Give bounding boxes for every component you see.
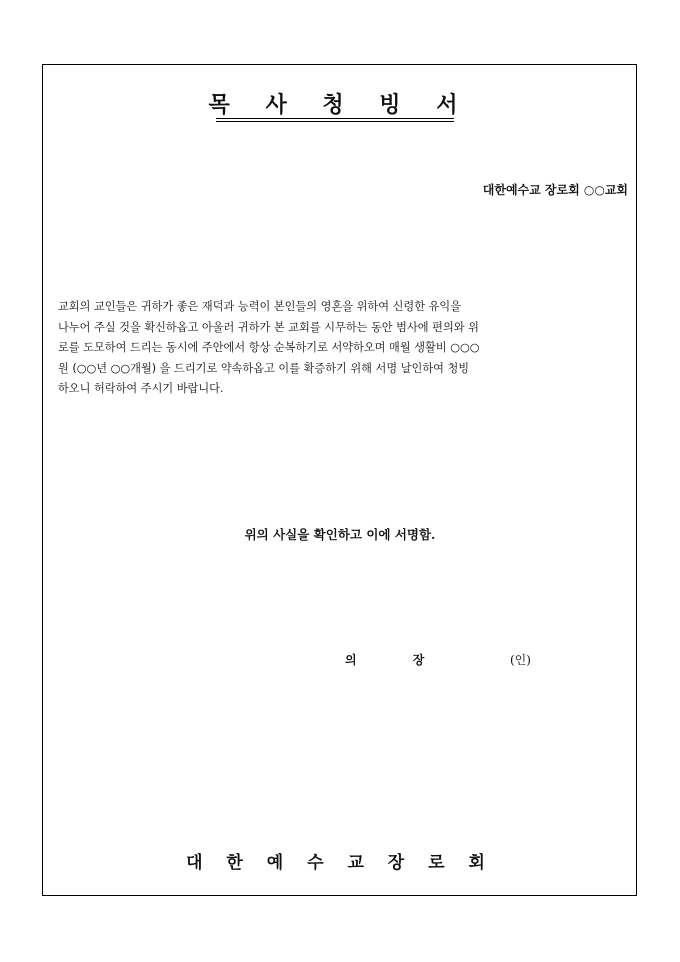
- chairman-label: 의 장: [345, 653, 451, 667]
- church-name: 대한예수교 장로회 ○○교회: [482, 183, 628, 197]
- title-underline-bottom: [216, 121, 454, 122]
- body-line: 하오니 허락하여 주시기 바랍니다.: [58, 382, 224, 395]
- body-line: 원 (○○년 ○○개월) 을 드리기로 약속하옵고 이를 확증하기 위해 서명 날인하여 청빙: [58, 361, 470, 375]
- body-paragraph: [58, 297, 624, 400]
- organization-name: 대 한 예 수 교 장 로 회: [186, 853, 494, 873]
- confirmation-statement: 위의 사실을 확인하고 이에 서명함.: [244, 527, 436, 542]
- title-underline-top: [216, 118, 454, 119]
- document-title: 목 사 청 빙 서: [208, 92, 472, 118]
- body-line: 교회의 교인들은 귀하가 좋은 재덕과 능력이 본인들의 영혼을 위하여 신령한 유익을: [58, 300, 462, 313]
- body-line: 나누어 주실 것을 확신하옵고 아울러 귀하가 본 교회를 시무하는 동안 범사에 편의와 위: [58, 320, 479, 334]
- body-line: 로를 도모하여 드리는 동시에 주안에서 항상 순복하기로 서약하오며 매월 생활비 ○○○: [58, 341, 480, 354]
- seal-mark: (인): [510, 653, 531, 667]
